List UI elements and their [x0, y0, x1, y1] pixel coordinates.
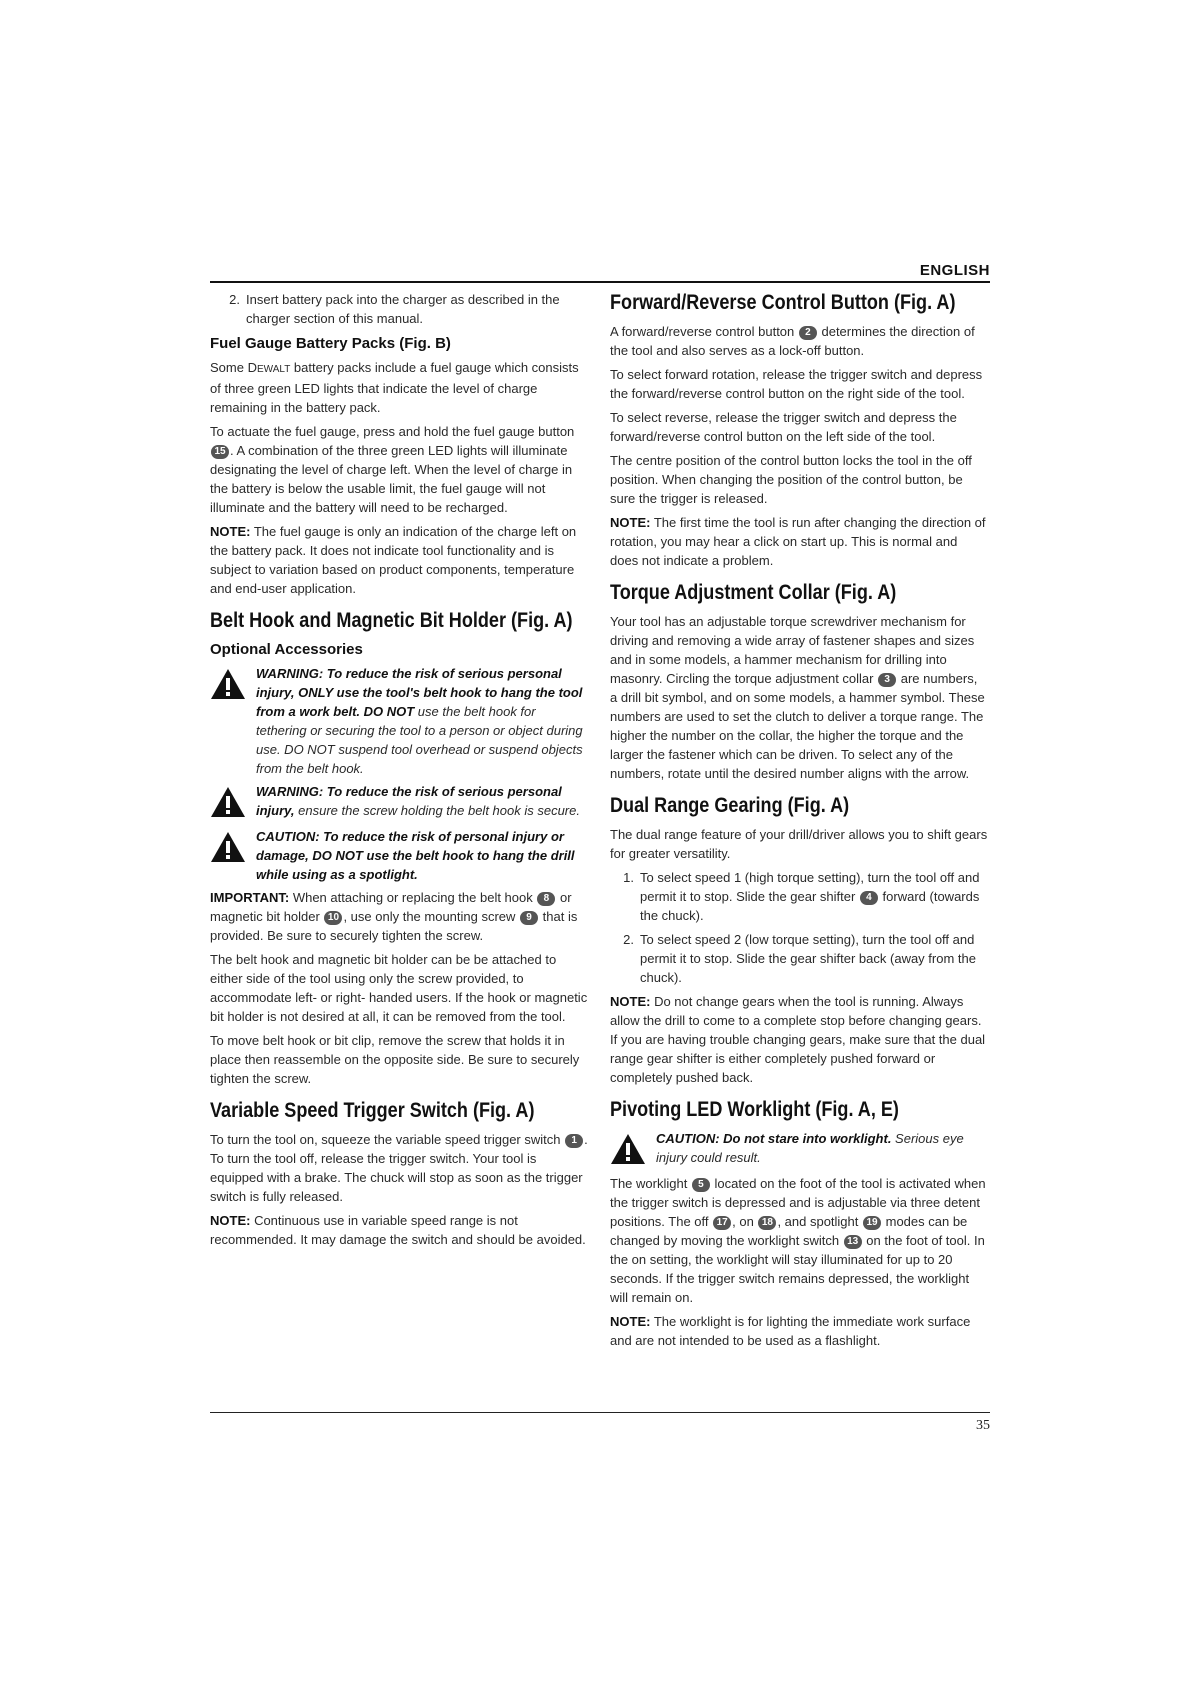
forward-reverse-note: NOTE: The first time the tool is run after changing the direction of rotation, you may hear a click on start up. This is normal and does not indicate a problem.: [610, 515, 986, 568]
variable-speed-note: NOTE: Continuous use in variable speed range is not recommended. It may damage the switch and should be avoided.: [210, 1213, 586, 1247]
forward-rotation-text: To select forward rotation, release the trigger switch and depress the forward/reverse control button on the right side of the tool.: [610, 367, 983, 401]
list-item: [610, 868, 988, 925]
caution-block: [210, 827, 588, 884]
list-number: 1.: [623, 870, 634, 885]
callout-badge: 5: [692, 1178, 710, 1192]
warning-block: [210, 782, 588, 823]
reverse-rotation-text: To select reverse, release the trigger switch and depress the forward/reverse control button on the left side of the tool.: [610, 410, 957, 444]
callout-badge: 19: [863, 1216, 881, 1230]
list-text: To select speed 1 (high torque setting), turn the tool off and permit it to stop. Slide the gear shifter 4 forward (towards the chuck).: [640, 870, 980, 923]
belt-hook-attach: The belt hook and magnetic bit holder can be be attached to either side of the tool using only the screw provided, to accommodate left- or right- handed users. If the hook or magnetic bit holder is not desired at all, it can be removed from the tool.: [210, 952, 588, 1024]
centre-position-text: The centre position of the control button locks the tool in the off position. When changing the position of the control button, be sure the trigger is released.: [610, 453, 972, 506]
callout-badge: 13: [844, 1235, 862, 1249]
dual-range-note: NOTE: Do not change gears when the tool is running. Always allow the drill to come to a complete stop before changing gears. If you are having trouble changing gears, make sure that the dual range gear shifter is either completely pushed forward or completely pushed back.: [610, 994, 986, 1085]
warning-triangle-icon: [210, 782, 256, 823]
callout-badge: 15: [211, 445, 229, 459]
worklight-text: The worklight 5 located on the foot of the tool is activated when the trigger switch is depressed and is adjustable via three detent positions. The off 17 , on 18 , and spotlight 19 modes can be changed by moving the worklight switch 13 on the foot of tool. In the on setting, the worklight will stay illuminated for up to 20 seconds. If the trigger switch remains depressed, the worklight will remain on.: [610, 1176, 986, 1305]
caution-block: [610, 1129, 988, 1170]
right-column: [610, 290, 988, 1355]
callout-badge: 18: [758, 1216, 776, 1230]
list-item: [216, 290, 588, 328]
callout-badge: 17: [713, 1216, 731, 1230]
callout-badge: 2: [799, 326, 817, 340]
footer-rule: [210, 1412, 990, 1413]
battery-install-list: [210, 290, 588, 328]
gear-steps-list: [610, 868, 988, 987]
warning-triangle-icon: [610, 1129, 656, 1170]
callout-badge: 3: [878, 673, 896, 687]
language-label: ENGLISH: [919, 262, 990, 279]
dual-range-intro: The dual range feature of your drill/driver allows you to shift gears for greater versatility.: [610, 827, 988, 861]
warning-text: WARNING: To reduce the risk of serious personal injury, ensure the screw holding the belt hook is secure.: [256, 784, 580, 818]
callout-badge: 9: [520, 911, 538, 925]
list-text: To select speed 2 (low torque setting), turn the tool off and permit it to stop. Slide the gear shifter back (away from the chuck).: [640, 932, 976, 985]
forward-reverse-heading: Forward/Reverse Control Button (Fig. A): [610, 291, 956, 314]
torque-collar-text: Your tool has an adjustable torque screwdriver mechanism for driving and removing a wide array of fastener shapes and sizes and in some models, a hammer mechanism for drilling into masonry. Circling the torque adjustment collar 3 are numbers, a drill bit symbol, and on some models, a hammer symbol. These numbers are used to set the clutch to deliver a torque range. The higher the number on the collar, the higher the torque and the larger the fastener which can be driven. To select any of the numbers, rotate until the desired number aligns with the arrow.: [610, 614, 985, 781]
callout-badge: 8: [537, 892, 555, 906]
variable-speed-text: To turn the tool on, squeeze the variable speed trigger switch 1 . To turn the tool off, release the trigger switch. Your tool is equipped with a brake. The chuck will stop as soon as the trigger switch is fully released.: [210, 1132, 588, 1204]
worklight-note: NOTE: The worklight is for lighting the immediate work surface and are not intended to be used as a flashlight.: [610, 1314, 971, 1348]
belt-hook-heading: Belt Hook and Magnetic Bit Holder (Fig. A): [210, 609, 573, 632]
worklight-heading: Pivoting LED Worklight (Fig. A, E): [610, 1098, 899, 1121]
warning-text: WARNING: To reduce the risk of serious personal injury, ONLY use the tool's belt hook to hang the tool from a work belt. DO NOT use the belt hook for tethering or securing the tool to a person or object during use. DO NOT suspend tool overhead or suspend objects from the belt hook.: [256, 666, 583, 776]
fuel-gauge-actuate: To actuate the fuel gauge, press and hold the fuel gauge button 15 . A combination of the three green LED lights will illuminate designating the level of charge left. When the level of charge in the battery is below the usable limit, the fuel gauge will not illuminate and the battery will need to be recharged.: [210, 424, 575, 515]
fuel-gauge-heading: Fuel Gauge Battery Packs (Fig. B): [210, 335, 451, 352]
caution-text: CAUTION: To reduce the risk of personal injury or damage, DO NOT use the belt hook to hang the drill while using as a spotlight.: [256, 829, 575, 882]
callout-badge: 4: [860, 891, 878, 905]
callout-badge: 10: [324, 911, 342, 925]
belt-hook-important: IMPORTANT: When attaching or replacing the belt hook 8 or magnetic bit holder 10 , use only the mounting screw 9 that is provided. Be sure to securely tighten the screw.: [210, 890, 578, 943]
left-column: [210, 290, 588, 1254]
page-number: 35: [976, 1418, 990, 1433]
variable-speed-heading: Variable Speed Trigger Switch (Fig. A): [210, 1099, 535, 1122]
header-rule: [210, 281, 990, 283]
warning-triangle-icon: [210, 827, 256, 884]
warning-block: [210, 664, 588, 778]
optional-accessories-heading: Optional Accessories: [210, 641, 363, 658]
fuel-gauge-note: NOTE: The fuel gauge is only an indication of the charge left on the battery pack. It does not indicate tool functionality and is subject to variation based on product components, temperature and end-user application.: [210, 524, 577, 596]
list-number: 2.: [623, 932, 634, 947]
caution-text: CAUTION: Do not stare into worklight. Serious eye injury could result.: [656, 1131, 964, 1165]
list-number: 2.: [229, 292, 240, 307]
callout-badge: 1: [565, 1134, 583, 1148]
warning-triangle-icon: [210, 664, 256, 778]
list-text: Insert battery pack into the charger as described in the charger section of this manual.: [246, 292, 560, 326]
list-item: [610, 930, 988, 987]
forward-reverse-intro: A forward/reverse control button 2 determines the direction of the tool and also serves as a lock-off button.: [610, 324, 975, 358]
torque-collar-heading: Torque Adjustment Collar (Fig. A): [610, 581, 897, 604]
dual-range-heading: Dual Range Gearing (Fig. A): [610, 794, 850, 817]
belt-hook-move: To move belt hook or bit clip, remove the screw that holds it in place then reassemble on the opposite side. Be sure to securely tighten the screw.: [210, 1033, 580, 1086]
fuel-gauge-intro: Some DEWALT battery packs include a fuel gauge which consists of three green LED lights that indicate the level of charge remaining in the battery pack.: [210, 360, 579, 415]
